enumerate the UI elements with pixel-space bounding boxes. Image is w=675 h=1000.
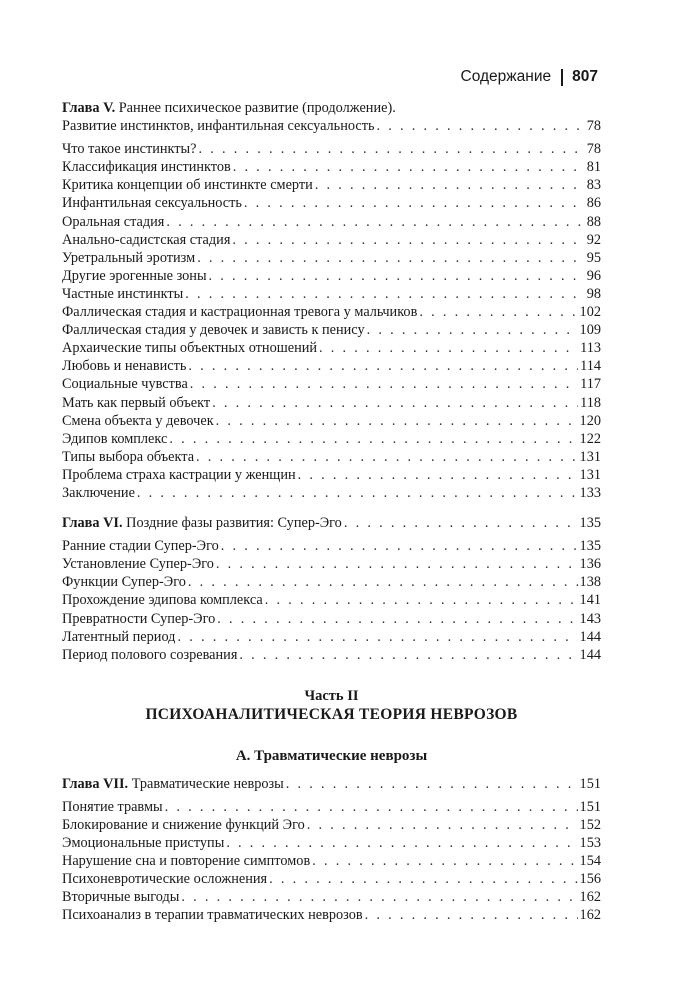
dot-leader [165, 798, 578, 816]
toc-entry-title: Анально-садистская стадия [62, 231, 231, 248]
toc-entry [62, 816, 601, 834]
chapter-5-heading [62, 99, 601, 135]
toc-entry [62, 394, 601, 412]
toc-entry-page: 144 [579, 646, 601, 663]
toc-entry-page: 141 [579, 592, 601, 609]
toc-entry-title: Эдипов комплекс [62, 430, 168, 447]
section-title: А. Травматические неврозы [235, 747, 428, 764]
toc-entry-title: Эмоциональные приступы [62, 835, 225, 852]
toc-entry [62, 339, 601, 357]
toc-entry-page: 154 [579, 853, 601, 870]
toc-entry [62, 834, 601, 852]
dot-leader [212, 394, 578, 412]
dot-leader [209, 267, 585, 285]
toc-entry-title: Психоанализ в терапии травматических неврозов [62, 907, 363, 924]
toc-entry-title: Нарушение сна и повторение симптомов [62, 853, 311, 870]
chapter-5-entries [62, 140, 601, 502]
toc-entry-page: 122 [579, 430, 601, 447]
toc-entry-title: Любовь и ненависть [62, 358, 187, 375]
dot-leader [196, 448, 578, 466]
table-of-contents [62, 99, 601, 925]
chapter-7-heading [62, 775, 601, 793]
dot-leader [298, 466, 578, 484]
toc-entry-title: Оральная стадия [62, 213, 165, 230]
chapter-title: Травматические неврозы [131, 775, 284, 792]
toc-entry [62, 537, 601, 555]
toc-entry-page: 117 [580, 376, 601, 393]
toc-entry [62, 628, 601, 646]
toc-entry [62, 430, 601, 448]
toc-entry [62, 194, 601, 212]
toc-entry-title: Понятие травмы [62, 798, 163, 815]
dot-leader [190, 375, 578, 393]
dot-leader [185, 285, 584, 303]
toc-entry [62, 573, 601, 591]
toc-entry-page: 83 [586, 177, 601, 194]
chapter-title-line1: Раннее психическое развитие (продолжение). [118, 100, 396, 116]
chapter-label: Глава VI. [62, 515, 123, 532]
toc-entry [62, 484, 601, 502]
toc-entry [62, 213, 601, 231]
toc-entry-title: Социальные чувства [62, 376, 188, 393]
dot-leader [265, 591, 578, 609]
toc-entry-page: 96 [586, 267, 601, 284]
dot-leader [197, 249, 585, 267]
toc-entry-title: Фаллическая стадия у девочек и зависть к пенису [62, 322, 365, 339]
dot-leader [344, 514, 578, 532]
toc-entry [62, 267, 601, 285]
toc-entry [62, 231, 601, 249]
chapter-page: 78 [586, 118, 601, 135]
toc-entry-page: 144 [579, 628, 601, 645]
dot-leader [365, 906, 578, 924]
toc-entry-title: Уретральный эротизм [62, 249, 196, 266]
chapter-label: Глава VII. [62, 775, 129, 792]
toc-entry [62, 321, 601, 339]
toc-entry-title: Инфантильная сексуальность [62, 195, 242, 212]
toc-entry [62, 610, 601, 628]
toc-entry [62, 852, 601, 870]
dot-leader [233, 158, 585, 176]
chapter-page: 135 [579, 515, 601, 532]
chapter-6-heading [62, 514, 601, 532]
toc-entry-title: Период полового созревания [62, 646, 238, 663]
dot-leader [137, 484, 578, 502]
dot-leader [166, 213, 584, 231]
chapter-page: 151 [579, 775, 601, 792]
dot-leader [216, 555, 578, 573]
toc-entry [62, 176, 601, 194]
toc-entry [62, 285, 601, 303]
toc-entry-page: 88 [586, 213, 601, 230]
dot-leader [181, 888, 577, 906]
running-head-divider [561, 69, 563, 86]
toc-entry-page: 131 [579, 448, 601, 465]
toc-entry [62, 591, 601, 609]
toc-entry-title: Функции Супер-Эго [62, 574, 186, 591]
toc-entry-title: Вторичные выгоды [62, 889, 180, 906]
toc-entry [62, 555, 601, 573]
toc-entry-title: Ранние стадии Супер-Эго [62, 538, 219, 555]
toc-entry-title: Проблема страха кастрации у женщин [62, 466, 296, 483]
toc-entry-page: 109 [579, 322, 601, 339]
toc-entry-title: Психоневротические осложнения [62, 871, 268, 888]
toc-entry-title: Латентный период [62, 628, 176, 645]
toc-entry [62, 870, 601, 888]
toc-entry-page: 143 [579, 610, 601, 627]
toc-entry-page: 86 [586, 195, 601, 212]
dot-leader [376, 117, 584, 135]
toc-entry-title: Превратности Супер-Эго [62, 610, 216, 627]
toc-entry-title: Смена объекта у девочек [62, 412, 214, 429]
toc-entry-page: 151 [579, 798, 601, 815]
dot-leader [216, 412, 578, 430]
part-label: Часть II [304, 687, 359, 704]
toc-entry-page: 98 [586, 285, 601, 302]
page-number: 807 [572, 68, 598, 85]
toc-entry-title: Блокирование и снижение функций Эго [62, 817, 305, 833]
dot-leader [367, 321, 578, 339]
toc-entry [62, 448, 601, 466]
toc-entry-page: 95 [586, 249, 601, 266]
toc-entry [62, 375, 601, 393]
part-title: ПСИХОАНАЛИТИЧЕСКАЯ ТЕОРИЯ НЕВРОЗОВ [145, 705, 518, 723]
toc-entry [62, 906, 601, 924]
chapter-title-line2: Развитие инстинктов, инфантильная сексуальность [62, 118, 375, 135]
toc-entry-title: Мать как первый объект [62, 394, 211, 411]
dot-leader [315, 176, 585, 194]
toc-entry-page: 133 [579, 484, 601, 501]
dot-leader [419, 303, 577, 321]
toc-entry [62, 303, 601, 321]
running-head-section: Содержание [460, 68, 552, 85]
toc-entry-page: 113 [580, 340, 601, 357]
toc-entry-page: 118 [580, 394, 601, 411]
dot-leader [169, 430, 577, 448]
toc-entry-title: Частные инстинкты [62, 285, 184, 302]
dot-leader [188, 573, 578, 591]
toc-entry-page: 156 [579, 871, 601, 888]
part-heading [62, 687, 601, 766]
toc-entry-page: 138 [579, 574, 601, 591]
running-head [461, 68, 598, 86]
toc-entry [62, 466, 601, 484]
toc-entry-title: Заключение [62, 484, 135, 501]
toc-entry-page: 114 [580, 358, 601, 375]
dot-leader [312, 852, 577, 870]
chapter-label: Глава V. [62, 100, 116, 116]
toc-entry [62, 357, 601, 375]
dot-leader [307, 816, 578, 834]
toc-entry-page: 92 [586, 231, 601, 248]
dot-leader [269, 870, 577, 888]
toc-entry [62, 798, 601, 816]
toc-entry-page: 162 [579, 907, 601, 924]
toc-entry-page: 152 [579, 817, 601, 833]
dot-leader [226, 834, 577, 852]
toc-entry-page: 131 [579, 466, 601, 483]
toc-entry-title: Критика концепции об инстинкте смерти [62, 177, 313, 194]
toc-entry-page: 78 [586, 141, 601, 158]
toc-entry-page: 162 [579, 889, 601, 906]
toc-entry [62, 646, 601, 664]
toc-entry [62, 158, 601, 176]
toc-entry-title: Классификация инстинктов [62, 159, 231, 176]
dot-leader [188, 357, 578, 375]
chapter-7-entries [62, 798, 601, 925]
toc-entry-page: 81 [586, 159, 601, 176]
dot-leader [198, 140, 584, 158]
toc-entry-page: 120 [579, 412, 601, 429]
toc-entry-title: Архаические типы объектных отношений [62, 340, 318, 357]
dot-leader [239, 646, 577, 664]
toc-entry-title: Другие эрогенные зоны [62, 267, 207, 284]
toc-entry-page: 136 [579, 556, 601, 573]
chapter-6-entries [62, 537, 601, 664]
dot-leader [177, 628, 577, 646]
toc-entry-page: 102 [579, 304, 601, 321]
dot-leader [319, 339, 578, 357]
dot-leader [221, 537, 578, 555]
dot-leader [217, 610, 577, 628]
toc-entry-title: Что такое инстинкты? [62, 141, 197, 158]
toc-entry [62, 249, 601, 267]
toc-entry-page: 135 [579, 538, 601, 555]
dot-leader [232, 231, 584, 249]
toc-entry-title: Прохождение эдипова комплекса [62, 592, 263, 609]
toc-entry [62, 140, 601, 158]
toc-entry-title: Типы выбора объекта [62, 448, 195, 465]
toc-entry [62, 412, 601, 430]
dot-leader [286, 775, 578, 793]
toc-entry-title: Установление Супер-Эго [62, 556, 214, 573]
toc-entry-title: Фаллическая стадия и кастрационная тревога у мальчиков [62, 304, 418, 321]
toc-entry-page: 153 [579, 835, 601, 852]
toc-entry [62, 888, 601, 906]
dot-leader [244, 194, 585, 212]
chapter-title: Поздние фазы развития: Супер-Эго [126, 515, 342, 532]
